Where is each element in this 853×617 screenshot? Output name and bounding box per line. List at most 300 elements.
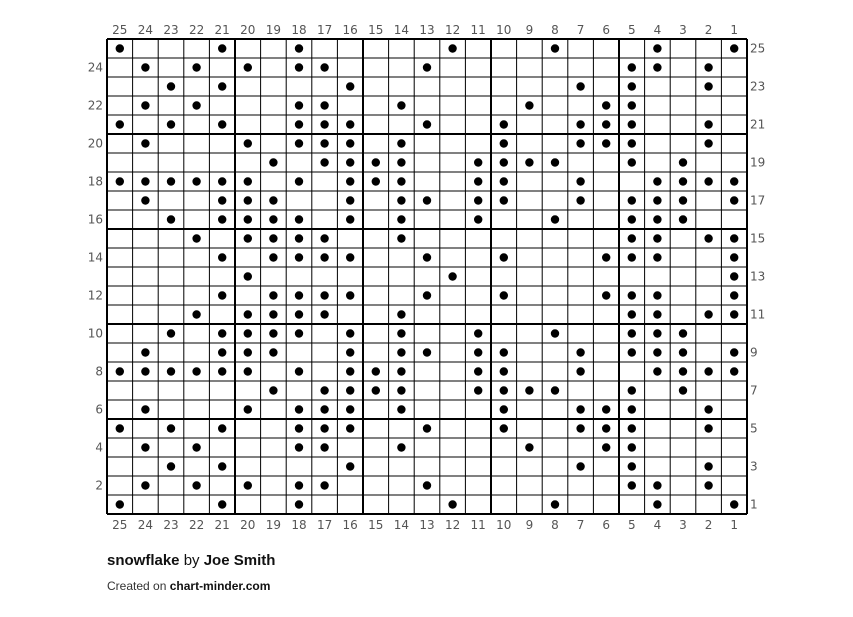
row-label-right: 13 <box>750 269 766 284</box>
stitch-dot <box>423 291 431 299</box>
stitch-dot <box>500 120 508 128</box>
stitch-dot <box>628 481 636 489</box>
stitch-dot <box>141 367 149 375</box>
stitch-dot <box>628 310 636 318</box>
stitch-dot <box>704 177 712 185</box>
stitch-dot <box>218 367 226 375</box>
stitch-dot <box>244 348 252 356</box>
stitch-dot <box>397 177 405 185</box>
stitch-dot <box>602 253 610 261</box>
stitch-dot <box>730 44 738 52</box>
stitch-dot <box>704 481 712 489</box>
stitch-dot <box>295 329 303 337</box>
stitch-dot <box>295 500 303 508</box>
stitch-dot <box>295 424 303 432</box>
stitch-dot <box>730 253 738 261</box>
stitch-dot <box>244 367 252 375</box>
stitch-dot <box>628 139 636 147</box>
stitch-dot <box>295 63 303 71</box>
stitch-dot <box>116 367 124 375</box>
stitch-dot <box>397 386 405 394</box>
stitch-dot <box>192 367 200 375</box>
stitch-dot <box>346 215 354 223</box>
stitch-dot <box>474 196 482 204</box>
stitch-dot <box>295 234 303 242</box>
stitch-dot <box>730 291 738 299</box>
stitch-dot <box>295 253 303 261</box>
stitch-dot <box>218 462 226 470</box>
row-label-right: 3 <box>750 459 758 474</box>
row-label-left: 12 <box>87 288 103 303</box>
stitch-dot <box>653 44 661 52</box>
stitch-dot <box>628 82 636 90</box>
stitch-dot <box>551 215 559 223</box>
stitch-dot <box>628 234 636 242</box>
stitch-dot <box>269 253 277 261</box>
stitch-dot <box>653 291 661 299</box>
stitch-dot <box>167 82 175 90</box>
stitch-dot <box>346 177 354 185</box>
stitch-dot <box>730 196 738 204</box>
stitch-dot <box>525 386 533 394</box>
stitch-dot <box>320 481 328 489</box>
stitch-dot <box>346 386 354 394</box>
stitch-dot <box>423 348 431 356</box>
stitch-dot <box>628 348 636 356</box>
created-on-label: Created on <box>107 579 167 593</box>
stitch-dot <box>730 367 738 375</box>
stitch-dot <box>474 215 482 223</box>
stitch-dot <box>551 158 559 166</box>
stitch-dot <box>320 101 328 109</box>
stitch-dot <box>218 215 226 223</box>
stitch-dot <box>397 196 405 204</box>
stitch-dot <box>602 139 610 147</box>
stitch-dot <box>704 462 712 470</box>
stitch-dot <box>320 405 328 413</box>
stitch-dot <box>141 101 149 109</box>
row-label-right: 11 <box>750 307 766 322</box>
stitch-dot <box>295 120 303 128</box>
stitch-dot <box>653 196 661 204</box>
stitch-dot <box>628 329 636 337</box>
stitch-dot <box>141 481 149 489</box>
column-label-bottom: 7 <box>576 518 585 532</box>
stitch-dot <box>295 177 303 185</box>
stitch-dot <box>295 291 303 299</box>
stitch-dot <box>397 329 405 337</box>
stitch-dot <box>423 120 431 128</box>
column-label-bottom: 10 <box>496 518 512 532</box>
stitch-dot <box>218 177 226 185</box>
author-name: Joe Smith <box>203 552 276 569</box>
stitch-dot <box>551 386 559 394</box>
stitch-dot <box>628 196 636 204</box>
column-label-top: 19 <box>265 23 282 37</box>
column-label-top: 11 <box>470 23 486 37</box>
stitch-dot <box>474 329 482 337</box>
stitch-dot <box>679 386 687 394</box>
stitch-dot <box>116 500 124 508</box>
stitch-dot <box>525 101 533 109</box>
column-label-top: 4 <box>653 23 662 37</box>
stitch-dot <box>116 424 124 432</box>
stitch-dot <box>576 120 584 128</box>
stitch-dot <box>244 405 252 413</box>
stitch-dot <box>320 386 328 394</box>
column-label-bottom: 17 <box>316 518 333 532</box>
stitch-dot <box>320 63 328 71</box>
stitch-dot <box>346 367 354 375</box>
stitch-dot <box>269 310 277 318</box>
stitch-dot <box>576 405 584 413</box>
stitch-dot <box>628 63 636 71</box>
column-label-bottom: 8 <box>551 518 559 532</box>
stitch-dot <box>423 481 431 489</box>
stitch-dot <box>141 196 149 204</box>
stitch-dot <box>602 424 610 432</box>
row-label-right: 19 <box>750 155 766 170</box>
stitch-dot <box>346 82 354 90</box>
row-label-left: 4 <box>95 440 103 455</box>
stitch-dot <box>269 291 277 299</box>
stitch-dot <box>628 462 636 470</box>
stitch-dot <box>218 500 226 508</box>
stitch-dot <box>679 367 687 375</box>
stitch-dot <box>269 348 277 356</box>
column-label-top: 8 <box>551 23 559 37</box>
stitch-dot <box>244 177 252 185</box>
stitch-dot <box>602 120 610 128</box>
stitch-dot <box>372 386 380 394</box>
stitch-dot <box>244 196 252 204</box>
stitch-dot <box>474 348 482 356</box>
row-label-right: 9 <box>750 345 758 360</box>
stitch-dot <box>295 101 303 109</box>
column-label-top: 6 <box>602 23 611 37</box>
column-label-bottom: 2 <box>704 518 713 532</box>
stitch-dot <box>320 158 328 166</box>
column-label-bottom: 3 <box>679 518 687 532</box>
stitch-dot <box>602 291 610 299</box>
column-label-top: 23 <box>163 23 179 37</box>
row-label-left: 8 <box>95 364 103 379</box>
stitch-dot <box>218 348 226 356</box>
column-label-top: 1 <box>730 23 739 37</box>
row-label-left: 10 <box>87 326 103 341</box>
stitch-dot <box>320 310 328 318</box>
stitch-dot <box>269 386 277 394</box>
column-label-top: 22 <box>188 23 205 37</box>
stitch-dot <box>320 443 328 451</box>
stitch-dot <box>167 177 175 185</box>
stitch-dot <box>628 101 636 109</box>
row-label-right: 15 <box>750 231 766 246</box>
stitch-dot <box>679 158 687 166</box>
stitch-dot <box>218 120 226 128</box>
stitch-dot <box>269 234 277 242</box>
row-label-right: 1 <box>750 497 758 512</box>
stitch-dot <box>704 139 712 147</box>
column-label-bottom: 16 <box>342 518 358 532</box>
column-label-top: 16 <box>342 23 358 37</box>
column-label-bottom: 13 <box>419 518 435 532</box>
stitch-dot <box>704 310 712 318</box>
row-label-right: 25 <box>750 41 766 56</box>
stitch-dot <box>141 139 149 147</box>
stitch-dot <box>653 367 661 375</box>
stitch-dot <box>653 310 661 318</box>
stitch-dot <box>423 253 431 261</box>
row-label-right: 7 <box>750 383 758 398</box>
stitch-dot <box>320 139 328 147</box>
stitch-dot <box>244 63 252 71</box>
stitch-dot <box>218 44 226 52</box>
by-word: by <box>183 552 200 569</box>
column-label-top: 18 <box>291 23 307 37</box>
stitch-dot <box>167 424 175 432</box>
stitch-dot <box>576 424 584 432</box>
stitch-dot <box>704 405 712 413</box>
stitch-dot <box>320 253 328 261</box>
stitch-dot <box>551 500 559 508</box>
stitch-dot <box>628 386 636 394</box>
stitch-dot <box>346 291 354 299</box>
stitch-dot <box>372 158 380 166</box>
stitch-dot <box>397 310 405 318</box>
row-label-left: 22 <box>87 98 103 113</box>
stitch-dot <box>141 177 149 185</box>
stitch-dot <box>423 424 431 432</box>
stitch-dot <box>218 82 226 90</box>
stitch-dot <box>295 367 303 375</box>
stitch-dot <box>346 139 354 147</box>
stitch-dot <box>116 177 124 185</box>
stitch-dot <box>192 310 200 318</box>
stitch-dot <box>628 253 636 261</box>
stitch-dot <box>448 44 456 52</box>
stitch-dot <box>295 443 303 451</box>
stitch-dot <box>346 348 354 356</box>
column-label-bottom: 5 <box>627 518 636 532</box>
stitch-dot <box>192 101 200 109</box>
stitch-dot <box>679 196 687 204</box>
column-label-bottom: 18 <box>291 518 307 532</box>
column-label-top: 24 <box>137 23 154 37</box>
column-label-top: 7 <box>576 23 585 37</box>
stitch-dot <box>244 310 252 318</box>
stitch-dot <box>653 481 661 489</box>
stitch-dot <box>167 329 175 337</box>
stitch-dot <box>704 234 712 242</box>
column-label-top: 13 <box>419 23 435 37</box>
stitch-dot <box>372 367 380 375</box>
column-label-top: 12 <box>444 23 461 37</box>
stitch-dot <box>679 348 687 356</box>
column-label-bottom: 11 <box>470 518 486 532</box>
row-label-right: 21 <box>750 117 766 132</box>
stitch-dot <box>295 310 303 318</box>
stitch-dot <box>448 272 456 280</box>
stitch-dot <box>269 158 277 166</box>
stitch-dot <box>500 348 508 356</box>
column-label-top: 2 <box>704 23 713 37</box>
column-label-bottom: 1 <box>730 518 739 532</box>
stitch-dot <box>346 158 354 166</box>
stitch-dot <box>397 405 405 413</box>
stitch-dot <box>602 101 610 109</box>
chart-grid <box>107 39 747 514</box>
stitch-dot <box>474 177 482 185</box>
row-label-left: 18 <box>87 174 103 189</box>
stitch-dot <box>628 158 636 166</box>
stitch-dot <box>653 329 661 337</box>
stitch-dot <box>576 177 584 185</box>
stitch-dot <box>269 196 277 204</box>
stitch-dot <box>320 234 328 242</box>
stitch-dot <box>500 253 508 261</box>
stitch-dot <box>320 424 328 432</box>
stitch-dot <box>500 424 508 432</box>
stitch-dot <box>653 177 661 185</box>
stitch-dot <box>500 405 508 413</box>
stitch-dot <box>397 101 405 109</box>
stitch-dot <box>679 177 687 185</box>
stitch-dot <box>730 234 738 242</box>
stitch-dot <box>346 196 354 204</box>
stitch-dot <box>704 120 712 128</box>
column-label-top: 9 <box>525 23 534 37</box>
stitch-dot <box>653 63 661 71</box>
stitch-dot <box>192 177 200 185</box>
stitch-dot <box>141 63 149 71</box>
column-label-top: 10 <box>496 23 512 37</box>
stitch-dot <box>141 348 149 356</box>
stitch-dot <box>218 196 226 204</box>
stitch-dot <box>679 215 687 223</box>
row-label-left: 6 <box>95 402 103 417</box>
stitch-dot <box>295 44 303 52</box>
stitch-dot <box>704 82 712 90</box>
stitch-dot <box>704 63 712 71</box>
stitch-dot <box>704 367 712 375</box>
column-label-top: 3 <box>679 23 687 37</box>
stitch-dot <box>397 158 405 166</box>
stitch-dot <box>346 462 354 470</box>
stitch-dot <box>500 386 508 394</box>
column-label-top: 5 <box>627 23 636 37</box>
stitch-dot <box>218 253 226 261</box>
row-label-right: 17 <box>750 193 766 208</box>
site-link[interactable]: chart-minder.com <box>169 579 271 593</box>
stitch-dot <box>525 158 533 166</box>
stitch-dot <box>295 405 303 413</box>
stitch-dot <box>576 367 584 375</box>
chart-labels <box>88 23 766 532</box>
row-label-left: 16 <box>87 212 103 227</box>
stitch-dot <box>730 310 738 318</box>
column-label-bottom: 9 <box>525 518 534 532</box>
stitch-dot <box>704 424 712 432</box>
stitch-dot <box>576 196 584 204</box>
stitch-dot <box>448 500 456 508</box>
stitch-dot <box>244 272 252 280</box>
stitch-dot <box>474 367 482 375</box>
stitch-dot <box>397 367 405 375</box>
stitch-dot <box>576 348 584 356</box>
stitch-dot <box>269 215 277 223</box>
row-label-left: 20 <box>87 136 103 151</box>
stitch-dot <box>500 158 508 166</box>
stitch-dot <box>628 424 636 432</box>
stitch-dot <box>423 196 431 204</box>
column-label-bottom: 21 <box>214 518 230 532</box>
stitch-dot <box>295 215 303 223</box>
stitch-dot <box>576 139 584 147</box>
stitch-dot <box>730 177 738 185</box>
stitch-dot <box>500 367 508 375</box>
stitch-dot <box>653 348 661 356</box>
stitch-dot <box>346 329 354 337</box>
stitch-dot <box>679 329 687 337</box>
row-label-left: 2 <box>95 478 103 493</box>
stitch-dot <box>730 500 738 508</box>
stitch-dot <box>116 120 124 128</box>
column-label-top: 17 <box>316 23 333 37</box>
stitch-dot <box>192 234 200 242</box>
stitch-dot <box>602 443 610 451</box>
stitch-dot <box>628 405 636 413</box>
stitch-dot <box>525 443 533 451</box>
stitch-dot <box>218 424 226 432</box>
stitch-dot <box>551 329 559 337</box>
row-label-left: 24 <box>87 60 103 75</box>
stitch-dot <box>500 196 508 204</box>
column-label-bottom: 22 <box>188 518 205 532</box>
stitch-dot <box>628 291 636 299</box>
stitch-dot <box>167 462 175 470</box>
stitch-dot <box>346 424 354 432</box>
stitch-dot <box>295 139 303 147</box>
stitch-dot <box>500 177 508 185</box>
stitch-dot <box>653 500 661 508</box>
row-label-right: 5 <box>750 421 758 436</box>
stitch-dot <box>244 234 252 242</box>
column-label-bottom: 15 <box>368 518 384 532</box>
stitch-dot <box>576 82 584 90</box>
stitch-dot <box>141 443 149 451</box>
stitch-dot <box>141 405 149 413</box>
stitch-dot <box>372 177 380 185</box>
stitch-dot <box>397 234 405 242</box>
stitch-dot <box>730 348 738 356</box>
stitch-dot <box>218 291 226 299</box>
stitch-dot <box>628 215 636 223</box>
column-label-bottom: 25 <box>112 518 128 532</box>
column-label-bottom: 19 <box>265 518 282 532</box>
stitch-dot <box>116 44 124 52</box>
stitch-dot <box>653 253 661 261</box>
stitch-dot <box>244 215 252 223</box>
stitch-dot <box>192 443 200 451</box>
credit-line <box>107 579 270 593</box>
stitch-dot <box>576 462 584 470</box>
stitch-dot <box>500 139 508 147</box>
stitch-dot <box>346 120 354 128</box>
row-label-left: 14 <box>87 250 103 265</box>
stitch-dot <box>397 139 405 147</box>
stitch-dot <box>730 272 738 280</box>
